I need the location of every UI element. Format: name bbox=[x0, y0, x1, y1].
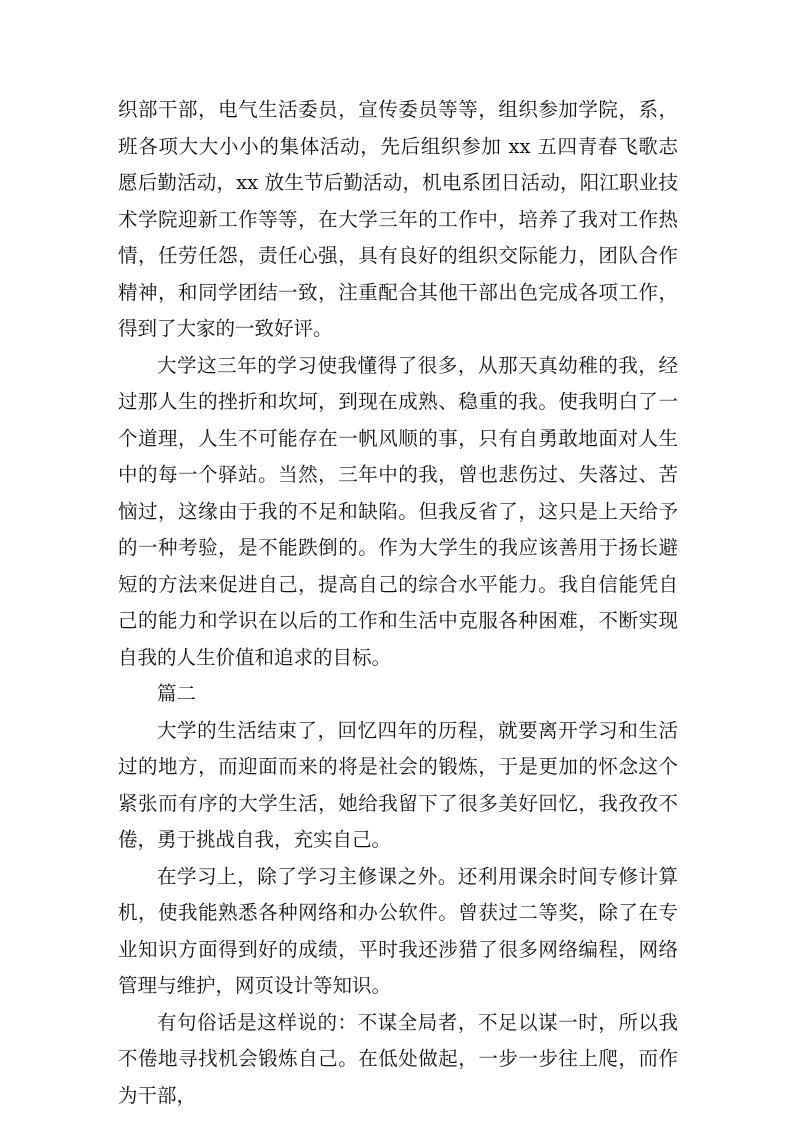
section-heading: 篇二 bbox=[157, 682, 197, 705]
document-body bbox=[118, 92, 678, 1114]
paragraph: 有句俗话是这样说的：不谋全局者，不足以谋一时，所以我不倦地寻找机会锻炼自己。在低处做起，一步一步往上爬，而作为干部， bbox=[118, 1010, 678, 1107]
paragraph-continuation: 织部干部，电气生活委员，宣传委员等等，组织参加学院，系，班各项大大小小的集体活动，先后组织参加 xx 五四青春飞歌志愿后勤活动，xx 放生节后勤活动，机电系团日活动，阳江职业技术学院迎新工作等等，在大学三年的工作中，培养了我对工作热情，任劳任怨，责任心强，具有良好的组织交际能力，团队合作精神，和同学团结一致，注重配合其他干部出色完成各项工作，得到了大家的一致好评。 bbox=[118, 98, 678, 340]
paragraph: 在学习上，除了学习主修课之外。还利用课余时间专修计算机，使我能熟悉各种网络和办公软件。曾获过二等奖，除了在专业知识方面得到好的成绩，平时我还涉猎了很多网络编程，网络管理与维护，网页设计等知识。 bbox=[118, 864, 678, 997]
paragraph: 大学的生活结束了，回忆四年的历程，就要离开学习和生活过的地方，而迎面而来的将是社会的锻炼，于是更加的怀念这个紧张而有序的大学生活，她给我留下了很多美好回忆，我孜孜不倦，勇于挑战自我，充实自己。 bbox=[118, 718, 678, 851]
paragraph: 大学这三年的学习使我懂得了很多，从那天真幼稚的我，经过那人生的挫折和坎坷，到现在成熟、稳重的我。使我明白了一个道理，人生不可能存在一帆风顺的事，只有自勇敢地面对人生中的每一个驿站。当然，三年中的我，曾也悲伤过、失落过、苦恼过，这缘由于我的不足和缺陷。但我反省了，这只是上天给予的一种考验，是不能跌倒的。作为大学生的我应该善用于扬长避短的方法来促进自己，提高自己的综合水平能力。我自信能凭自己的能力和学识在以后的工作和生活中克服各种困难，不断实现自我的人生价值和追求的目标。 bbox=[118, 353, 678, 669]
